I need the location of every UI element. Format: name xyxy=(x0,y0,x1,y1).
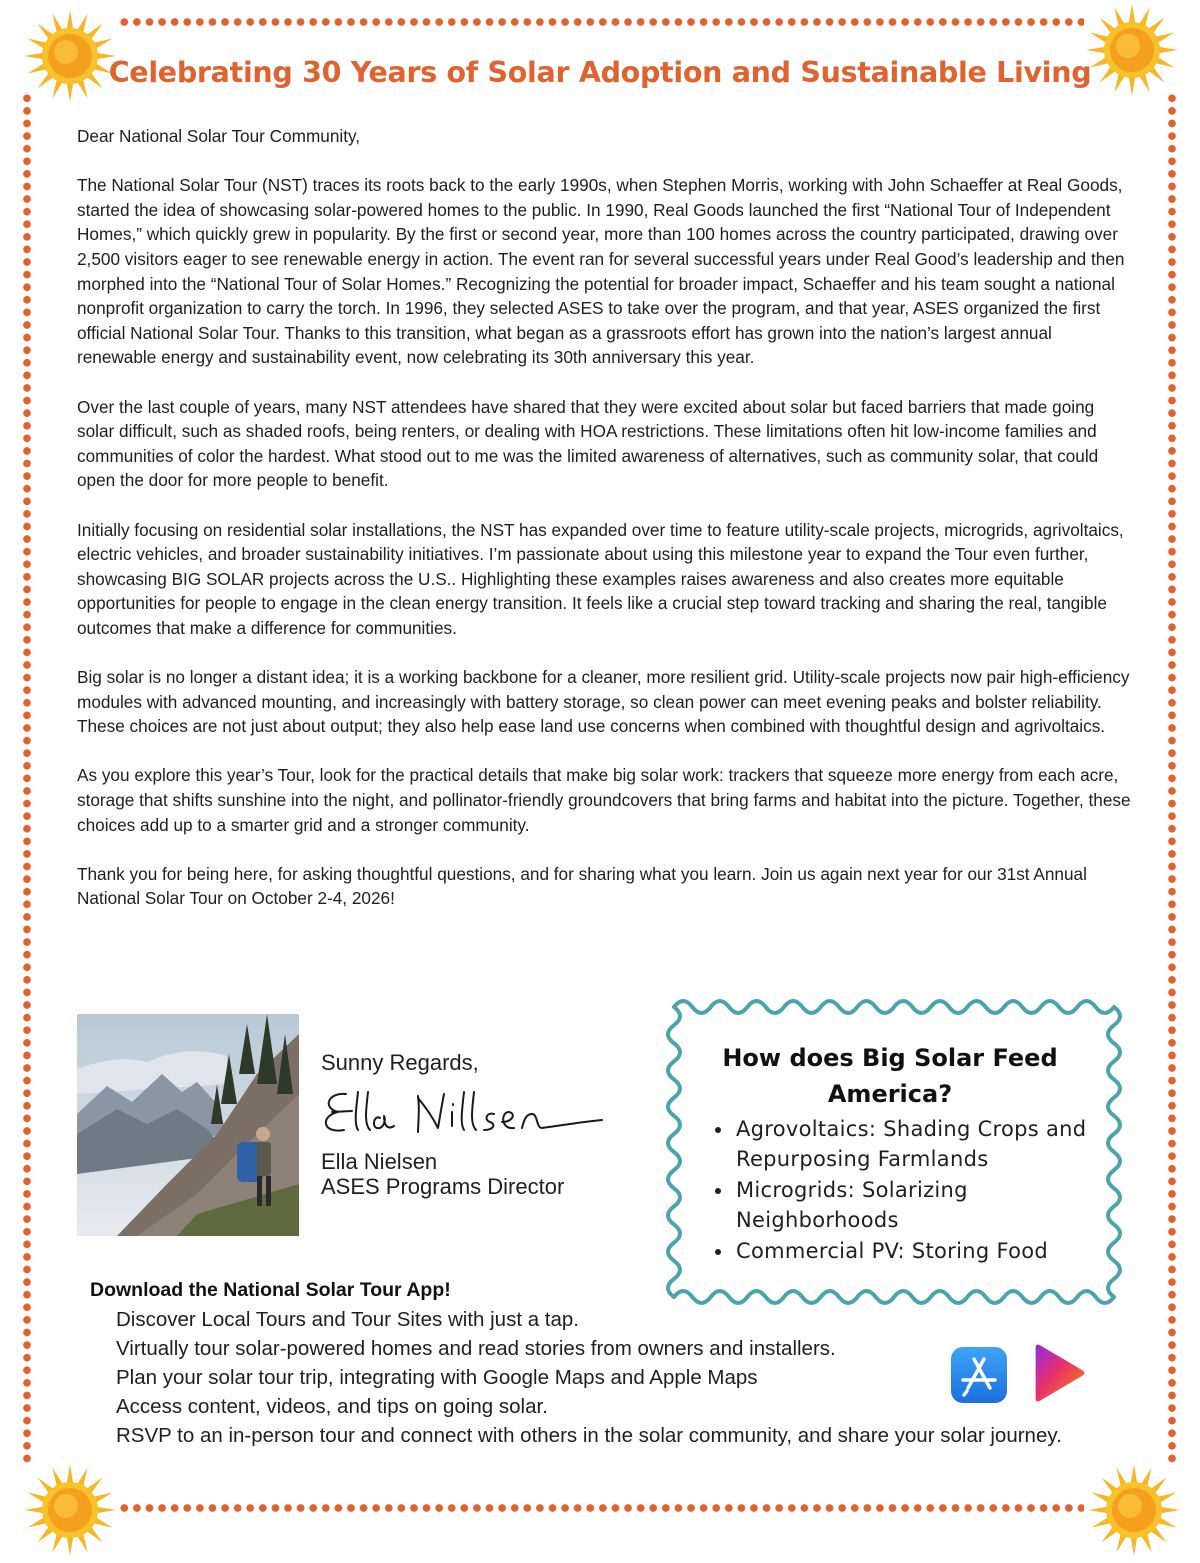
app-feature-item: Discover Local Tours and Tour Sites with just a tap. xyxy=(116,1308,580,1331)
border-dots-top xyxy=(118,17,1084,27)
signer-name: Ella Nielsen xyxy=(321,1149,438,1174)
signoff-closing: Sunny Regards, xyxy=(321,1050,479,1075)
letter-paragraph: Initially focusing on residential solar installations, the NST has expanded over time to feature utility-scale projects, microgrids, agrivoltaics, electric vehicles, and broader sustainability initiatives. I’m passionate about using this milestone year to expand the Tour even further, showcasing BIG SOLAR projects across the U.S.. Highlighting these examples raises awareness and also creates more equitable opportunities for people to engage in the clean energy transition. It feels like a crucial step toward tracking and sharing the real, tangible outcomes that make a difference for communities. xyxy=(77,519,1124,638)
border-dots-bottom xyxy=(118,1503,1084,1513)
app-feature-list xyxy=(116,1305,1176,1450)
sun-icon xyxy=(22,1462,118,1558)
letter-greeting: Dear National Solar Tour Community, xyxy=(77,126,361,146)
app-heading: Download the National Solar Tour App! xyxy=(90,1279,451,1301)
app-store-icon[interactable] xyxy=(950,1346,1008,1404)
app-feature-item: RSVP to an in-person tour and connect with others in the solar community, and share your solar journey. xyxy=(116,1424,1062,1447)
sun-icon xyxy=(1086,1462,1182,1558)
app-feature-item: Virtually tour solar-powered homes and read stories from owners and installers. xyxy=(116,1337,836,1360)
letter-paragraph: Over the last couple of years, many NST attendees have shared that they were excited about solar but faced barriers that made going solar difficult, such as shaded roofs, being renters, or dealing with HOA restrictions. These limitations often hit low-income families and communities of color the hardest. What stood out to me was the limited awareness of alternatives, such as community solar, that could open the door for more people to benefit. xyxy=(77,396,1099,491)
letter-paragraph: Big solar is no longer a distant idea; it is a working backbone for a cleaner, more resilient grid. Utility-scale projects now pair high-efficiency modules with advanced mounting, and increasingly with battery storage, so clean power can meet evening peaks and bolster reliability. These choices are not just about output; they also help ease land use concerns when combined with thoughtful design and agrivoltaics. xyxy=(77,667,1130,737)
callout-title: How does Big Solar Feed America? xyxy=(722,1044,1058,1108)
callout-list-item: • Agrovoltaics: Shading Crops and Repurposing Farmlands xyxy=(734,1114,1114,1175)
letter-paragraph: As you explore this year’s Tour, look for the practical details that make big solar work: trackers that squeeze more energy from each acre, storage that shifts sunshine into the night, and pollinator-friendly groundcovers that bring farms and habitat into the picture. Together, these choices add up to a smarter grid and a stronger community. xyxy=(77,765,1131,835)
letter-paragraph: The National Solar Tour (NST) traces its roots back to the early 1990s, when Stephen Morris, working with John Schaeffer at Real Goods, started the idea of showcasing solar-powered homes to the public. In 1990, Real Goods launched the first “National Tour of Independent Homes,” which quickly grew in popularity. By the first or second year, more than 100 homes across the country participated, drawing over 2,500 visitors eager to see renewable energy in action. The event ran for several successful years under Real Good’s leadership and then morphed into the “National Tour of Solar Homes.” Recognizing the potential for broader impact, Schaeffer and his team sought a national nonprofit organization to carry the torch. In 1996, they selected ASES to take over the program, and that year, ASES organized the first official National Solar Tour. Thanks to this transition, what began as a grassroots effort has grown into the nation’s largest annual renewable energy and sustainability event, now celebrating its 30th anniversary this year. xyxy=(77,175,1125,368)
handwritten-signature xyxy=(318,1086,608,1138)
app-feature-item: Plan your solar tour trip, integrating with Google Maps and Apple Maps xyxy=(116,1366,758,1389)
letter-body xyxy=(77,124,1132,936)
letter-paragraph: Thank you for being here, for asking thoughtful questions, and for sharing what you learn. Join us again next year for our 31st Annual National Solar Tour on October 2-4, 2026! xyxy=(77,863,1087,909)
signer-role: ASES Programs Director xyxy=(321,1174,565,1199)
border-dots-left xyxy=(22,92,32,1464)
callout-list-item: • Microgrids: Solarizing Neighborhoods xyxy=(734,1175,1114,1236)
callout-list xyxy=(708,1114,1114,1266)
callout-list-item: • Commercial PV: Storing Food xyxy=(734,1236,1114,1266)
border-dots-right xyxy=(1167,92,1177,1464)
google-play-icon[interactable] xyxy=(1030,1344,1088,1402)
app-feature-item: Access content, videos, and tips on going solar. xyxy=(116,1395,548,1418)
page-title: Celebrating 30 Years of Solar Adoption and Sustainable Living xyxy=(108,56,1092,89)
author-photo xyxy=(77,1014,299,1236)
